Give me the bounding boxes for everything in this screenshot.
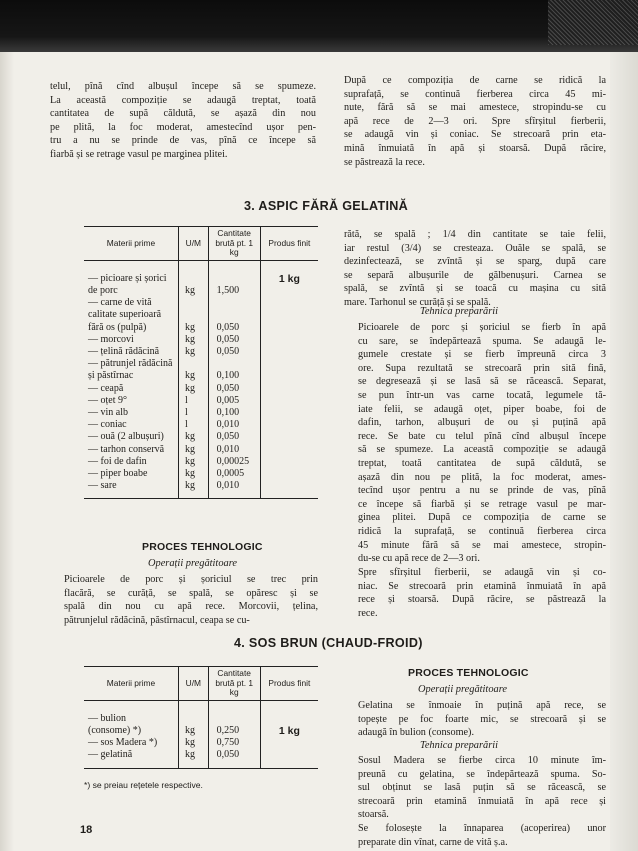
unit: kg: [179, 725, 209, 737]
ingredient-name: — pătrunjel rădăcină: [84, 358, 179, 370]
text-line: du-se cu apă rece de 2—3 ori.: [358, 553, 480, 565]
finished-product: [260, 346, 318, 358]
table-row: [84, 309, 318, 321]
ingredient-name: calitate superioară: [84, 309, 179, 321]
finished-product: [260, 370, 318, 382]
col-um: U/M: [179, 227, 209, 261]
quantity: 0,010: [208, 419, 260, 431]
unit: l: [179, 407, 209, 419]
text-line: adaugă în bulion (consome).: [358, 727, 474, 739]
unit: kg: [179, 370, 209, 382]
recipe4-operatii-paragraph: [344, 699, 606, 740]
table-row: [84, 334, 318, 346]
table-row: [84, 468, 318, 480]
ingredient-name: — foi de dafin: [84, 456, 179, 468]
text-line: treptat, toată cantitatea de supă căldută, se: [358, 457, 606, 469]
table-row: [84, 431, 318, 443]
finished-product: [260, 456, 318, 468]
ingredient-name: — sare: [84, 480, 179, 492]
right-margin-shadow: [610, 52, 638, 851]
text-line: Sosul Madera se fierbe circa 10 minute îm-: [358, 755, 606, 766]
ingredient-name: — ouă (2 albușuri): [84, 431, 179, 443]
table-row: [84, 713, 318, 725]
text-line: sul obținut se lasă puțin să se răcească, se: [358, 782, 606, 794]
table-row: [84, 358, 318, 370]
text-line: Gelatina se înmoaie în puțină apă rece, se: [358, 700, 606, 711]
recipe4-ingredients-table: [84, 666, 318, 769]
top-right-paragraph: [344, 74, 606, 169]
text-line: așază din nou pe plită, la foc moderat, ames-: [358, 471, 606, 483]
finished-product: [260, 383, 318, 395]
text-line: nute, fără să se mai amestece, stropindu-se cu: [344, 102, 606, 114]
table-row: [84, 444, 318, 456]
text-line: spală din nou cu apă rece. Morcovii, țelina,: [64, 601, 318, 613]
col-materii-prime: Materii prime: [84, 227, 179, 261]
ingredient-name: — morcovi: [84, 334, 179, 346]
col-um: U/M: [179, 667, 209, 701]
text-line: ore. Supa rezultată se strecoară prin sită fină,: [358, 362, 606, 374]
table-row: [84, 322, 318, 334]
table-row: [84, 725, 318, 737]
text-line: telul, pînă cînd albușul începe să se spumeze.: [50, 81, 316, 92]
unit: kg: [179, 737, 209, 749]
text-line: să se spumeze. La această compoziție se adaugă: [358, 444, 606, 456]
text-line: se pun într-un vas carne tocată, legumele tă-: [358, 389, 606, 401]
ingredient-name: — picioare și șorici: [84, 273, 179, 285]
table-row: [84, 480, 318, 492]
quantity: 0,100: [208, 370, 260, 382]
finished-product: 1 kg: [278, 724, 300, 737]
col-cantitate: Cantitate brută pt. 1 kg: [208, 227, 260, 261]
text-line: cantitatea de supă căldută, se așază din nou: [50, 108, 316, 120]
text-line: La această compoziție se adaugă treptat, toată: [50, 94, 316, 106]
quantity: [208, 358, 260, 370]
finished-product: [260, 309, 318, 321]
quantity: 0,050: [208, 383, 260, 395]
table-row: [84, 395, 318, 407]
col-produs-finit: Produs finit: [260, 667, 318, 701]
ingredient-name: — gelatină: [84, 749, 179, 761]
finished-product: [260, 297, 318, 309]
col-cantitate: Cantitate brută pt. 1 kg: [208, 667, 260, 701]
quantity: 0,050: [208, 334, 260, 346]
ingredient-name: — ceapă: [84, 383, 179, 395]
recipe3-operatii-continued: [344, 228, 606, 310]
ingredient-name: (consome) *): [84, 725, 179, 737]
finished-product: [260, 431, 318, 443]
recipe4-title: 4. SOS BRUN (CHAUD-FROID): [234, 636, 423, 650]
text-line: fiarbă și se retrage vasul pe marginea plitei.: [50, 148, 228, 160]
unit: [179, 358, 209, 370]
recipe3-final-paragraph: [344, 566, 606, 620]
quantity: 0,750: [208, 737, 260, 749]
text-line: flacără, se curăță, se spală, se opăresc și se: [64, 587, 318, 599]
text-line: mină înmuiată în apă și stoarsă. După răcire,: [344, 142, 606, 154]
text-line: mare. Tarhonul se curăță și se spală.: [344, 296, 491, 308]
quantity: 0,100: [208, 407, 260, 419]
text-line: cu sare, se îndepărtează spuma. Se adaugă le-: [358, 335, 606, 347]
finished-product: [260, 334, 318, 346]
unit: l: [179, 419, 209, 431]
quantity: [208, 273, 260, 285]
quantity: 0,010: [208, 480, 260, 492]
text-line: se adaugă vin și coniac. Se strecoară prin eta-: [344, 129, 606, 141]
unit: kg: [179, 468, 209, 480]
recipe4-usage-paragraph: [344, 822, 606, 849]
quantity: 0,0005: [208, 468, 260, 480]
text-line: ridică la suprafață, se continuă fierberea circa: [358, 525, 606, 537]
table-row: [84, 273, 318, 285]
ingredient-name: — carne de vită: [84, 297, 179, 309]
unit: kg: [179, 322, 209, 334]
recipe4-footnote: *) se preiau rețetele respective.: [84, 780, 203, 790]
text-line: ginea plitei. După ce compoziția de carne se: [358, 512, 606, 524]
ingredient-name: — piper boabe: [84, 468, 179, 480]
ingredient-name: — țelină rădăcină: [84, 346, 179, 358]
text-line: După ce compoziția de carne se ridică la: [344, 75, 606, 86]
col-produs-finit: Produs finit: [260, 227, 318, 261]
unit: kg: [179, 480, 209, 492]
table-row: [84, 407, 318, 419]
unit: kg: [179, 749, 209, 761]
table-row: [84, 346, 318, 358]
unit: kg: [179, 431, 209, 443]
text-line: gumele crestate și se fierb împreună circa 3: [358, 349, 606, 361]
text-line: iar restul (3/4) se cresteaza. Ouăle se spală, se: [344, 242, 606, 254]
ingredient-name: de porc: [84, 285, 179, 297]
unit: [179, 297, 209, 309]
recipe4-operatii-title: Operații pregătitoare: [418, 684, 507, 695]
text-line: 45 minute fără să se mai amestece, stropin-: [358, 539, 606, 551]
ingredient-name: — oțet 9°: [84, 395, 179, 407]
table-row: [84, 737, 318, 749]
recipe3-operatii-paragraph: [50, 573, 318, 627]
col-materii-prime: Materii prime: [84, 667, 179, 701]
page-number: 18: [80, 824, 93, 836]
quantity: 0,005: [208, 395, 260, 407]
table-row: [84, 456, 318, 468]
quantity: 0,050: [208, 749, 260, 761]
text-line: dafin, tarhon, albușuri de ou și puțină apă: [358, 417, 606, 429]
unit: l: [179, 395, 209, 407]
recipe3-title: 3. ASPIC FĂRĂ GELATINĂ: [244, 199, 409, 213]
quantity: 0,050: [208, 431, 260, 443]
finished-product: [260, 737, 318, 749]
unit: kg: [179, 456, 209, 468]
text-line: rătă, se spală ; 1/4 din cantitate se taie felii,: [344, 229, 606, 240]
ingredient-name: fără os (pulpă): [84, 322, 179, 334]
finished-product: [260, 480, 318, 492]
recipe3-ingredients-table: [84, 226, 318, 499]
recipe4-proces-title: PROCES TEHNOLOGIC: [408, 667, 529, 679]
text-line: niac. Se strecoară prin etamină înmuiată în apă: [358, 580, 606, 592]
text-line: rece. Se bate cu telul pînă cînd albușul începe: [358, 430, 606, 442]
text-line: topește pe foc foarte mic, se strecoară și se: [358, 713, 606, 725]
ingredient-name: — bulion: [84, 713, 179, 725]
recipe3-proces-title: PROCES TEHNOLOGIC: [142, 541, 263, 553]
unit: kg: [179, 285, 209, 297]
text-line: rece.: [358, 607, 378, 619]
recipe3-operatii-title: Operații pregătitoare: [148, 558, 237, 569]
top-left-paragraph: [50, 80, 316, 162]
text-line: suprafață, se continuă fierberea circa 45 mi-: [344, 88, 606, 100]
text-line: se degresează și se lasă să se răcească. Separat,: [358, 376, 606, 388]
recipe3-tehnica-title: Tehnica preparării: [420, 306, 499, 317]
quantity: 0,050: [208, 346, 260, 358]
text-line: apă rece de 2—3 ori. Spre sfîrșitul fierberii,: [344, 115, 606, 127]
finished-product: [260, 407, 318, 419]
text-line: strecoară prin etamină înmuiată în apă rece și: [358, 795, 606, 807]
unit: kg: [179, 346, 209, 358]
table-row: [84, 285, 318, 297]
unit: kg: [179, 444, 209, 456]
text-line: se separă albușurile de gălbenușuri. Carnea se: [344, 269, 606, 281]
ingredient-name: — vin alb: [84, 407, 179, 419]
ingredient-name: și păstîrnac: [84, 370, 179, 382]
finished-product: [260, 358, 318, 370]
recipe4-tehnica-paragraph: [344, 754, 606, 822]
finished-product: [260, 749, 318, 761]
unit: [179, 273, 209, 285]
table-row: [84, 419, 318, 431]
quantity: 1,500: [208, 285, 260, 297]
quantity: [208, 309, 260, 321]
quantity: 0,250: [208, 725, 260, 737]
text-line: spală, se zvîntă și se toacă cu mașina cu sită: [344, 283, 606, 295]
finished-product: [260, 419, 318, 431]
table-row: [84, 370, 318, 382]
scan-dark-border: [0, 0, 638, 52]
text-line: se păstrează la rece.: [344, 156, 425, 168]
text-line: pe plită, la foc moderat, amestecînd ușor pen-: [50, 121, 316, 133]
table-row: [84, 749, 318, 761]
ingredient-name: — coniac: [84, 419, 179, 431]
finished-product: 1 kg: [278, 272, 300, 285]
text-line: tecînd ușor pentru a nu se prinde de vas, pînă: [358, 485, 606, 497]
finished-product: [260, 285, 318, 297]
unit: kg: [179, 383, 209, 395]
text-line: Se folosește la înnaparea (acoperirea) unor: [358, 823, 606, 834]
text-line: iate felii, se adaugă oțet, piper boabe, foi de: [358, 403, 606, 415]
quantity: 0,00025: [208, 456, 260, 468]
table-row: [84, 297, 318, 309]
text-line: Spre sfîrșitul fierberii, se adaugă vin și co-: [358, 567, 606, 578]
finished-product: [260, 322, 318, 334]
ingredient-name: — tarhon conservă: [84, 444, 179, 456]
finished-product: [260, 713, 318, 725]
quantity: [208, 297, 260, 309]
quantity: [208, 713, 260, 725]
text-line: preună cu gelatina, se îndepărtează spuma. So-: [358, 768, 606, 780]
unit: [179, 309, 209, 321]
text-line: tru a nu se prinde de vas, pînă ce începe să: [50, 135, 316, 147]
text-line: dezinfectează, se zvîntă și se sparg, după care: [344, 256, 606, 268]
quantity: 0,010: [208, 444, 260, 456]
ingredient-name: — sos Madera *): [84, 737, 179, 749]
recipe4-tehnica-title: Tehnica preparării: [420, 740, 499, 751]
recipe3-tehnica-paragraph: [344, 321, 606, 566]
scan-noise: [548, 0, 638, 45]
finished-product: [260, 395, 318, 407]
table-row: [84, 383, 318, 395]
unit: [179, 713, 209, 725]
finished-product: [260, 468, 318, 480]
text-line: ce începe să fiarbă și se retrage vasul pe mar-: [358, 498, 606, 510]
finished-product: [260, 444, 318, 456]
text-line: preparate din vînat, carne de vită ș.a.: [358, 836, 508, 848]
text-line: stoarsă.: [358, 809, 389, 821]
left-margin-shadow: [0, 52, 14, 851]
text-line: pătrunjelul rădăcină, păstîrnacul, ceapa se cu-: [64, 614, 250, 626]
quantity: 0,050: [208, 322, 260, 334]
text-line: Picioarele de porc și șoriciul se fierb în apă: [358, 322, 606, 333]
text-line: rece și stoarsă. După răcire, se păstrează la: [358, 594, 606, 606]
text-line: Picioarele de porc și șoriciul se trec prin: [64, 574, 318, 585]
unit: kg: [179, 334, 209, 346]
